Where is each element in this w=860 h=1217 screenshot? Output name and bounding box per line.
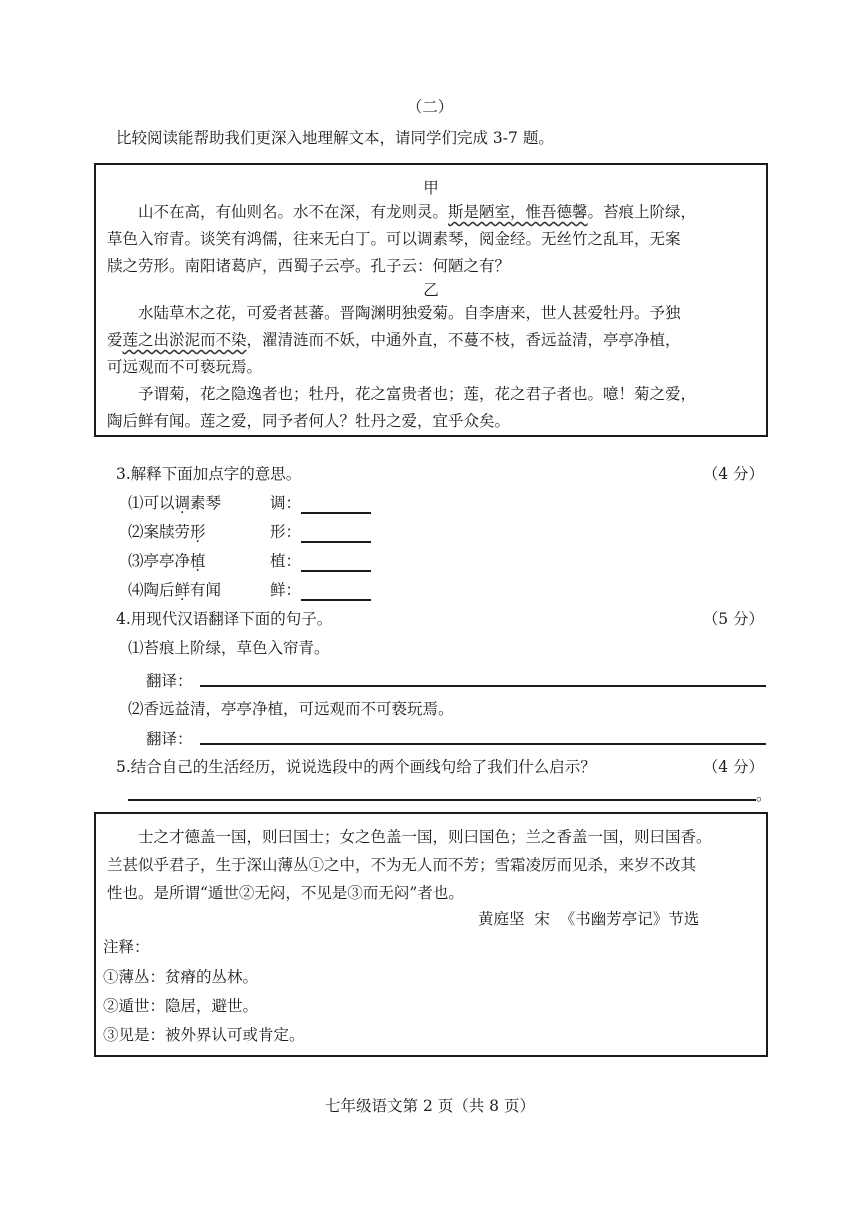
section-heading: （二） bbox=[406, 98, 454, 116]
q4-translate-label-2: 翻译： bbox=[146, 730, 193, 748]
passage-bing-line-3: 性也。是所谓“遁世②无闷，不见是③而无闷”者也。 bbox=[107, 884, 464, 902]
passage-bing-source: 黄庭坚 宋 《书幽芳亭记》节选 bbox=[478, 910, 700, 928]
q5-answer-line[interactable] bbox=[128, 799, 756, 801]
passage-bing-line-1: 士之才德盖一国，则曰国士；女之色盖一国，则曰国色；兰之香盖一国，则曰国香。 bbox=[138, 828, 712, 846]
passage-jia-line-2: 草色入帘青。谈笑有鸿儒，往来无白丁。可以调素琴，阅金经。无丝竹之乱耳，无案 bbox=[107, 230, 681, 248]
q3-title: 3.解释下面加点字的意思。 bbox=[116, 465, 302, 483]
q5-score: （4 分） bbox=[702, 758, 764, 776]
passage-yi-line-4: 予谓菊，花之隐逸者也；牡丹，花之富贵者也；莲，花之君子者也。噫！菊之爱， bbox=[138, 385, 697, 403]
q3-answer-3[interactable]: 植： bbox=[270, 550, 371, 572]
q3-item-1: ⑴可以调素琴 bbox=[128, 494, 222, 512]
answer-blank bbox=[301, 494, 371, 514]
q4-sentence-2: ⑵香远益清，亭亭净植，可远观而不可亵玩焉。 bbox=[128, 700, 454, 718]
dotted-char: 形 bbox=[190, 523, 206, 541]
answer-blank bbox=[301, 523, 371, 543]
passage-yi-line-2: 爱莲之出淤泥而不染，濯清涟而不妖，中通外直，不蔓不枝，香远益清，亭亭净植， bbox=[107, 331, 681, 349]
answer-blank bbox=[301, 581, 371, 601]
q4-score: （5 分） bbox=[702, 610, 764, 628]
passage-yi-line-3: 可远观而不可亵玩焉。 bbox=[107, 358, 263, 376]
passage-jia-label: 甲 bbox=[423, 179, 439, 197]
note-3: ③见是：被外界认可或肯定。 bbox=[103, 1026, 305, 1044]
dotted-char: 调 bbox=[174, 494, 191, 512]
q4-title: 4.用现代汉语翻译下面的句子。 bbox=[116, 610, 333, 628]
q4-translate-label-1: 翻译： bbox=[146, 672, 193, 690]
q3-item-4: ⑷陶后鲜有闻 bbox=[128, 581, 222, 599]
passage-yi-line-5: 陶后鲜有闻。莲之爱，同予者何人？牡丹之爱，宜乎众矣。 bbox=[107, 412, 511, 430]
passage-bing-line-2: 兰甚似乎君子，生于深山薄丛①之中，不为无人而不芳；雪霜凌厉而见杀，来岁不改其 bbox=[107, 856, 697, 874]
q4-answer-line-2[interactable] bbox=[200, 743, 766, 745]
note-2: ②遁世：隐居，避世。 bbox=[103, 997, 259, 1015]
dotted-char: 植 bbox=[190, 552, 206, 570]
q4-sentence-1: ⑴苔痕上阶绿，草色入帘青。 bbox=[128, 639, 330, 657]
q4-answer-line-1[interactable] bbox=[200, 685, 766, 687]
underlined-sentence-2: 莲之出淤泥而不染 bbox=[122, 331, 247, 349]
q5-title: 5.结合自己的生活经历，说说选段中的两个画线句给了我们什么启示？ bbox=[116, 758, 596, 776]
q3-item-2: ⑵案牍劳形 bbox=[128, 523, 206, 541]
q3-score: （4 分） bbox=[702, 465, 764, 483]
q5-end-mark: 。 bbox=[756, 786, 772, 804]
dotted-char: 鲜 bbox=[174, 581, 191, 599]
underlined-sentence-1: 斯是陋室，惟吾德馨 bbox=[448, 203, 588, 221]
notes-label: 注释： bbox=[103, 938, 150, 956]
note-1: ①薄丛：贫瘠的丛林。 bbox=[103, 968, 259, 986]
passage-jia-line-3: 牍之劳形。南阳诸葛庐，西蜀子云亭。孔子云：何陋之有？ bbox=[107, 257, 511, 275]
page-footer: 七年级语文第 2 页（共 8 页） bbox=[325, 1097, 535, 1115]
q3-answer-4[interactable]: 鲜： bbox=[270, 579, 371, 601]
passage-jia-line-1: 山不在高，有仙则名。水不在深，有龙则灵。斯是陋室，惟吾德馨。苔痕上阶绿， bbox=[138, 203, 697, 221]
answer-blank bbox=[301, 552, 371, 572]
passage-yi-label: 乙 bbox=[423, 281, 439, 299]
q3-item-3: ⑶亭亭净植 bbox=[128, 552, 206, 570]
intro-text: 比较阅读能帮助我们更深入地理解文本，请同学们完成 3-7 题。 bbox=[116, 129, 554, 147]
q3-answer-2[interactable]: 形： bbox=[270, 521, 371, 543]
q3-answer-1[interactable]: 调： bbox=[270, 492, 371, 514]
passage-yi-line-1: 水陆草木之花，可爱者甚蕃。晋陶渊明独爱菊。自李唐来，世人甚爱牡丹。予独 bbox=[138, 304, 681, 322]
